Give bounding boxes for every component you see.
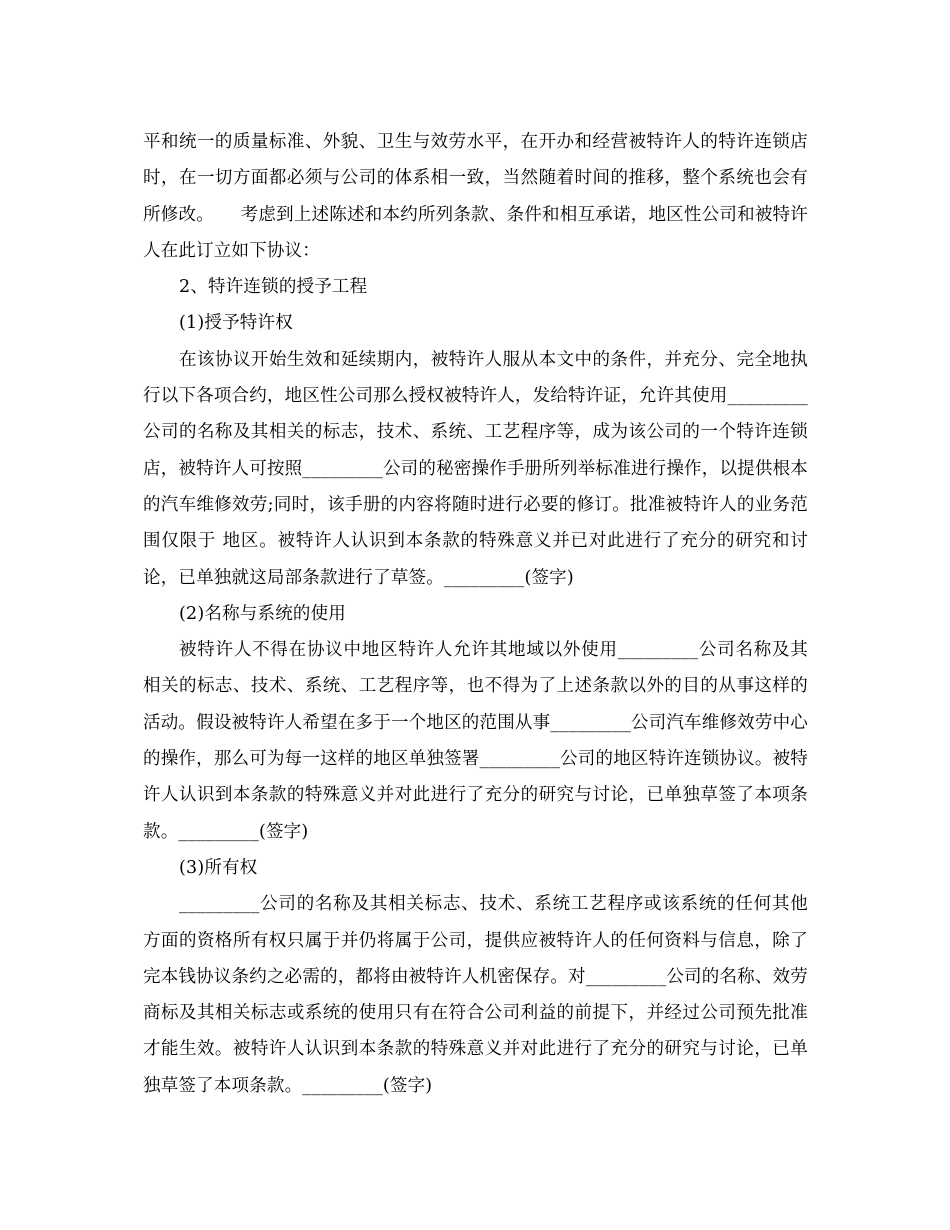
subsection-heading-name-system-use: (2)名称与系统的使用: [179, 603, 346, 624]
paragraph-name-system-use: 被特许人不得在协议中地区特许人允许其地域以外使用_________公司名称及其相关的标志、技术、系统、工艺程序等，也不得为了上述条款以外的目的从事这样的活动。假设被特许人希望在多于一个地区的范围从事_________公司汽车维修效劳中心的操作，那么可为每一这样的地区单独签署_________公司的地区特许连锁协议。被特许人认识到本条款的特殊意义并对此进行了充分的研究与讨论，已单独草签了本项条款。_________(签字): [143, 640, 808, 842]
paragraph-intro-continued: 平和统一的质量标准、外貌、卫生与效劳水平，在开办和经营被特许人的特许连锁店时，在一切方面都必须与公司的体系相一致，当然随着时间的推移，整个系统也会有所修改。 考虑到上述陈述和本约所列条款、条件和相互承诺，地区性公司和被特许人在此订立如下协议：: [143, 132, 808, 261]
paragraph-ownership: _________公司的名称及其相关标志、技术、系统工艺程序或该系统的任何其他方面的资格所有权只属于并仍将属于公司，提供应被特许人的任何资料与信息，除了完本钱协议条约之必需的，都将由被特许人机密保存。对_________公司的名称、效劳商标及其相关标志或系统的使用只有在符合公司利益的前提下，并经过公司预先批准才能生效。被特许人认识到本条款的特殊意义并对此进行了充分的研究与讨论，已单独草签了本项条款。_________(签字): [143, 894, 808, 1096]
section-heading-franchise-grant: 2、特许连锁的授予工程: [179, 277, 368, 298]
subsection-heading-grant-franchise-right: (1)授予特许权: [179, 313, 293, 334]
document-body: [143, 124, 808, 1104]
paragraph-grant-franchise-right: 在该协议开始生效和延续期内，被特许人服从本文中的条件，并充分、完全地执行以下各项合约，地区性公司那么授权被特许人，发给特许证，允许其使用_________公司的名称及其相关的标志，技术、系统、工艺程序等，成为该公司的一个特许连锁店，被特许人可按照_________公司的秘密操作手册所列举标准进行操作，以提供根本的汽车维修效劳;同时，该手册的内容将随时进行必要的修订。批准被特许人的业务范围仅限于 地区。被特许人认识到本条款的特殊意义并已对此进行了充分的研究和讨论，已单独就这局部条款进行了草签。_________(签字): [143, 349, 808, 588]
subsection-heading-ownership: (3)所有权: [179, 857, 258, 878]
